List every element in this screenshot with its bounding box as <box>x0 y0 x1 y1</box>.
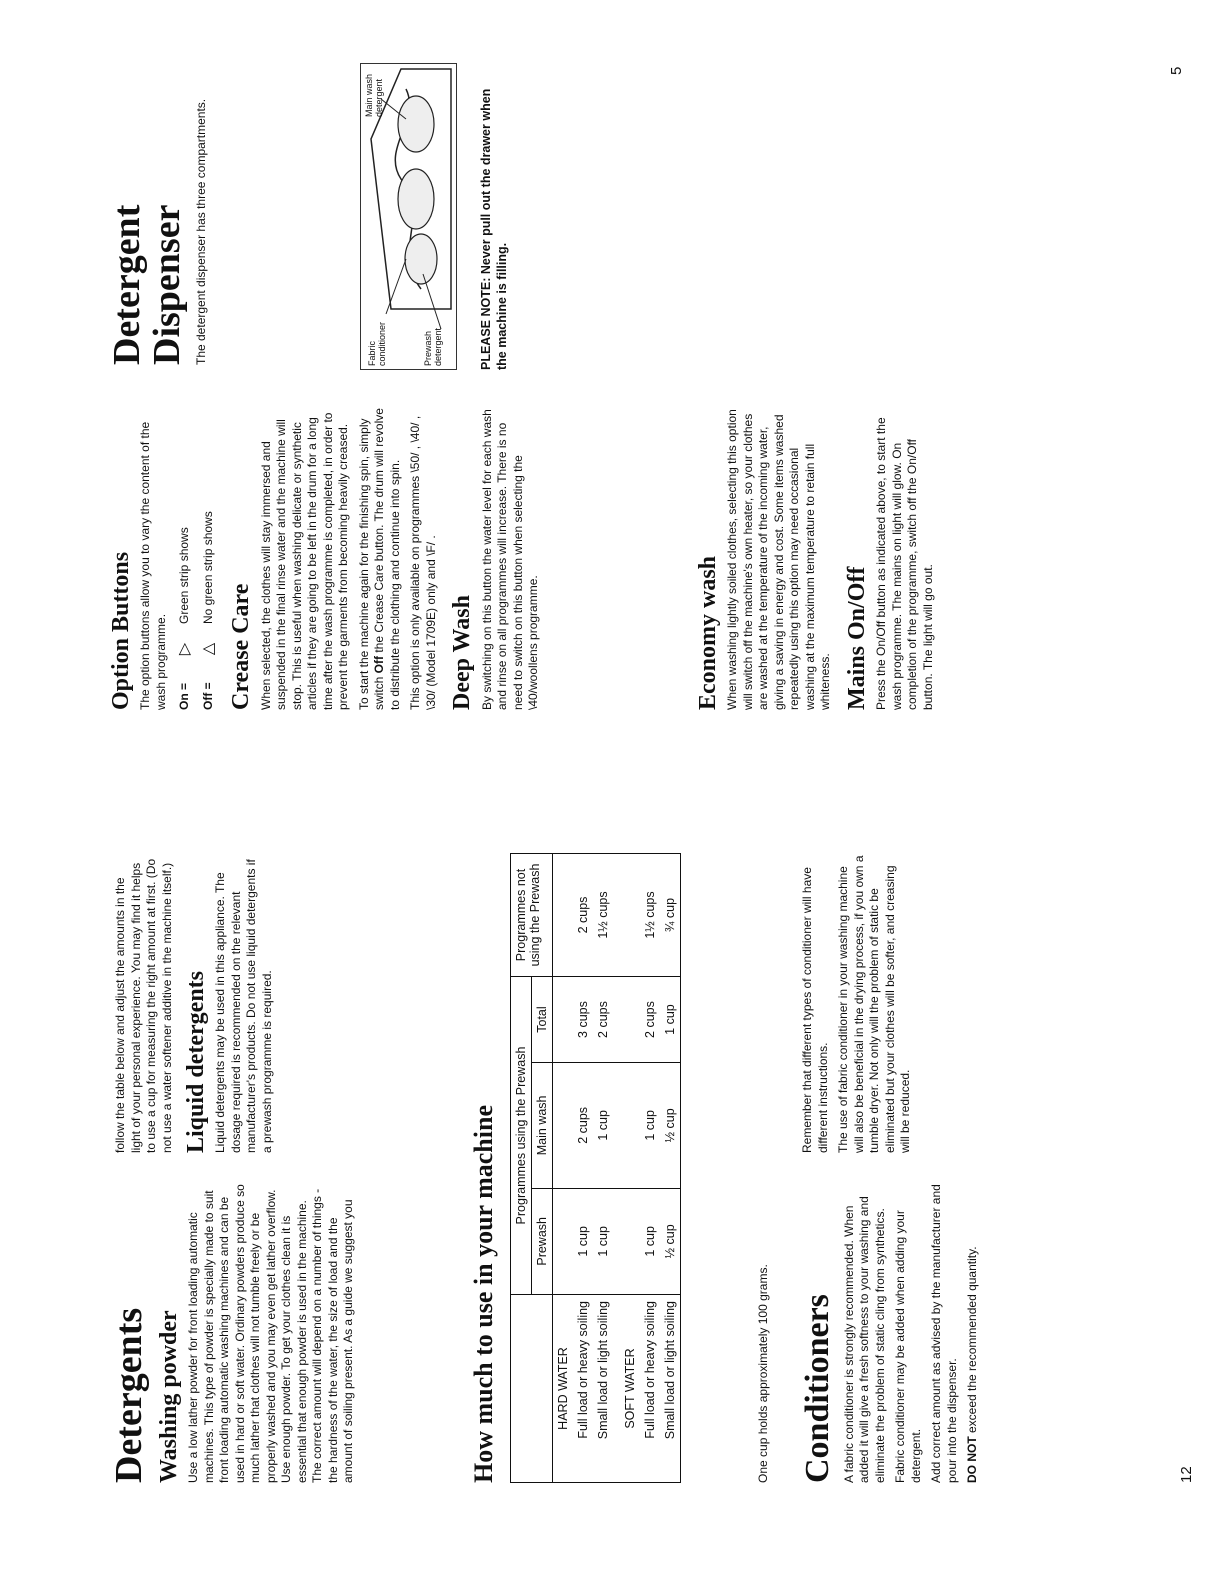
usage-table <box>510 853 681 1483</box>
option-off-row <box>198 405 218 710</box>
dispenser-text: The detergent dispenser has three compartments. <box>193 98 208 365</box>
detergent-dispenser-heading: Detergent Dispenser <box>106 204 188 365</box>
cell-prewash: ½ cup <box>660 1188 681 1294</box>
cell-main-wash: ½ cup <box>660 1063 681 1189</box>
table-row <box>573 854 593 1483</box>
option-on-row <box>174 405 194 710</box>
crease-care-p3: This option is only available on programmes \50/ , \40/ , \30/ (Model 1709E) only and \F/ . <box>408 415 438 710</box>
conditioners-p6: The use of fabric conditioner in your washing machine will also be beneficial in the drying process, if you own a tumble dryer. Not only will the problem of static be eliminated but your clothes will be softer, and creasing will be reduced. <box>836 855 912 1153</box>
table-row <box>640 854 660 1483</box>
page-number-right: 5 <box>1168 66 1185 75</box>
crease-care-heading: Crease Care <box>228 583 255 710</box>
option-off-label: Off = <box>201 682 216 710</box>
conditioners-p4-rest: exceed the recommended quantity. <box>965 1246 980 1437</box>
cell-main-wash: 2 cups <box>573 1063 593 1189</box>
conditioners-p4 <box>965 1183 981 1483</box>
conditioners-continued-column <box>800 853 919 1153</box>
mains-heading: Mains On/Off <box>843 566 870 710</box>
hard-water-label: HARD WATER <box>553 1295 574 1483</box>
main-wash-detergent-label: Main wash detergent <box>364 73 384 117</box>
economy-wash-text: When washing lightly soiled clothes, selecting this option will switch off the machine's own heater, so your clothes are washed at the temperature of the incoming water, giving a saving in energy and cost. Some items washed repeatedly using this option may need occasional washing at the maximum temperature to retain full whiteness. <box>725 409 833 710</box>
liquid-detergents-heading: Liquid detergents <box>183 970 209 1153</box>
cell-total: 2 cups <box>593 977 613 1063</box>
option-on-label: On = <box>177 682 192 710</box>
dispenser-note: PLEASE NOTE: Never pull out the drawer when the machine is filling. <box>479 88 509 370</box>
washing-powder-heading: Washing powder <box>155 1310 182 1483</box>
page-number-left: 12 <box>1178 1466 1195 1483</box>
button-pressed-icon: ▷ <box>176 642 194 656</box>
crease-care-off-emphasis: Off <box>372 655 387 674</box>
button-released-icon: △ <box>200 642 218 656</box>
option-buttons-heading: Option Buttons <box>108 551 134 710</box>
crease-care-p2-b: the Crease Care button. The drum will revolve to distribute the clothing and continue into spin. <box>372 408 402 710</box>
table-row <box>553 854 574 1483</box>
table-row <box>613 854 640 1483</box>
conditioners-p2: Fabric conditioner may be added when adding your detergent. <box>893 1210 923 1483</box>
cell-total: 3 cups <box>573 977 593 1063</box>
cell-main-wash: 1 cup <box>640 1063 660 1189</box>
row-label: Small load or light soiling <box>660 1295 681 1483</box>
dispenser-column <box>108 65 214 365</box>
cell-total: 2 cups <box>640 977 660 1063</box>
conditioners-heading: Conditioners <box>799 1294 836 1483</box>
header-no-prewash-programmes: Programmes not using the Prewash <box>511 854 553 977</box>
cell-total: 1 cup <box>660 977 681 1063</box>
row-label: Full load or heavy soiling <box>640 1295 660 1483</box>
option-buttons-intro: The option buttons allow you to vary the content of the wash programme. <box>138 421 168 710</box>
liquid-detergents-text: Liquid detergents may be used in this appliance. The dosage required is recommended on the relevant manufacturer's products. Do not use liquid detergents if a prewash programme is required. <box>213 859 274 1153</box>
crease-care-p1: When selected, the clothes will stay immersed and suspended in the final rinse water and the machine will stop. This is useful when washing delicate or synthetic articles if they are going to be left in the drum for a long time after the wash programme is completed, in order to prevent the garments from becoming heavily creased. <box>258 412 351 710</box>
cell-main-wash: 1 cup <box>593 1063 613 1189</box>
economy-column <box>695 405 941 710</box>
cell-prewash: 1 cup <box>640 1188 660 1294</box>
header-prewash: Prewash <box>532 1188 553 1294</box>
do-not-emphasis: DO NOT <box>965 1436 980 1483</box>
prewash-detergent-label: Prewash detergent <box>423 327 443 366</box>
crease-care-p2 <box>357 405 404 710</box>
table-footnote: One cup holds approximately 100 grams. <box>756 1264 770 1483</box>
economy-wash-heading: Economy wash <box>695 555 721 710</box>
row-label: Small load or light soiling <box>593 1295 613 1483</box>
row-label: Full load or heavy soiling <box>573 1295 593 1483</box>
crease-care-p2-a: To start the machine again for the finishing spin, simply switch <box>356 418 387 710</box>
header-main-wash: Main wash <box>532 1063 553 1189</box>
detergents-heading: Detergents <box>108 1307 150 1483</box>
cell-prewash: 1 cup <box>573 1188 593 1294</box>
detergents-continuation-text: follow the table below and adjust the amounts in the light of your personal experience. You may find it helps to use a cup for measuring the right amount at first. (Do not use a water softener additive in the machine itself.) <box>113 858 174 1153</box>
header-prewash-programmes: Programmes using the Prewash <box>511 977 532 1295</box>
detergents-column <box>110 1183 362 1483</box>
options-column <box>108 405 547 710</box>
deep-wash-heading: Deep Wash <box>449 595 476 710</box>
detergents-continued-column <box>113 853 280 1153</box>
cell-no-prewash: ¾ cup <box>660 854 681 977</box>
table-row <box>660 854 681 1483</box>
usage-table-heading: How much to use in your machine <box>469 1105 498 1483</box>
fabric-conditioner-label: Fabric conditioner <box>367 321 387 366</box>
conditioners-p5: Remember that different types of conditioner will have different instructions. <box>800 867 830 1153</box>
mains-text: Press the On/Off button as indicated above, to start the wash programme. The mains on light will glow. On completion of the programme, switch off the On/Off button. The light will go out. <box>874 417 935 710</box>
option-off-desc: No green strip shows <box>201 511 216 624</box>
cell-prewash: 1 cup <box>593 1188 613 1294</box>
conditioners-column <box>800 1183 986 1483</box>
conditioners-p1: A fabric conditioner is strongly recommended. When added it will give a fresh softness to your washing and eliminate the problem of static cling from synthetics. <box>841 1196 887 1483</box>
cell-no-prewash: 1½ cups <box>640 854 660 977</box>
cell-no-prewash: 2 cups <box>573 854 593 977</box>
table-row <box>593 854 613 1483</box>
washing-powder-text: Use a low lather powder for front loading automatic machines. This type of powder is specially made to suit front loading automatic washing machines and can be used in hard or soft water. Ordinary powders produce so much lather that clothes will not tumble freely or be properly washed and you may even get lather overflow. Use enough powder. To get your clothes clean it is essential that enough powder is used in the machine. The correct amount will depend on a number of things - the hardness of the water, the size of load and the amount of soiling present. As a guide we suggest you <box>186 1184 356 1483</box>
conditioners-p3: Add correct amount as advised by the manufacturer and pour into the dispenser. <box>929 1184 959 1483</box>
header-total: Total <box>532 977 553 1063</box>
dispenser-figure <box>360 63 457 370</box>
deep-wash-text: By switching on this button the water level for each wash and rinse on all programmes will increase. There is no need to switch on this button when selecting the \40/woollens programme. <box>479 409 541 710</box>
cell-no-prewash: 1½ cups <box>593 854 613 977</box>
option-on-desc: Green strip shows <box>177 527 192 624</box>
soft-water-label: SOFT WATER <box>613 1295 640 1483</box>
